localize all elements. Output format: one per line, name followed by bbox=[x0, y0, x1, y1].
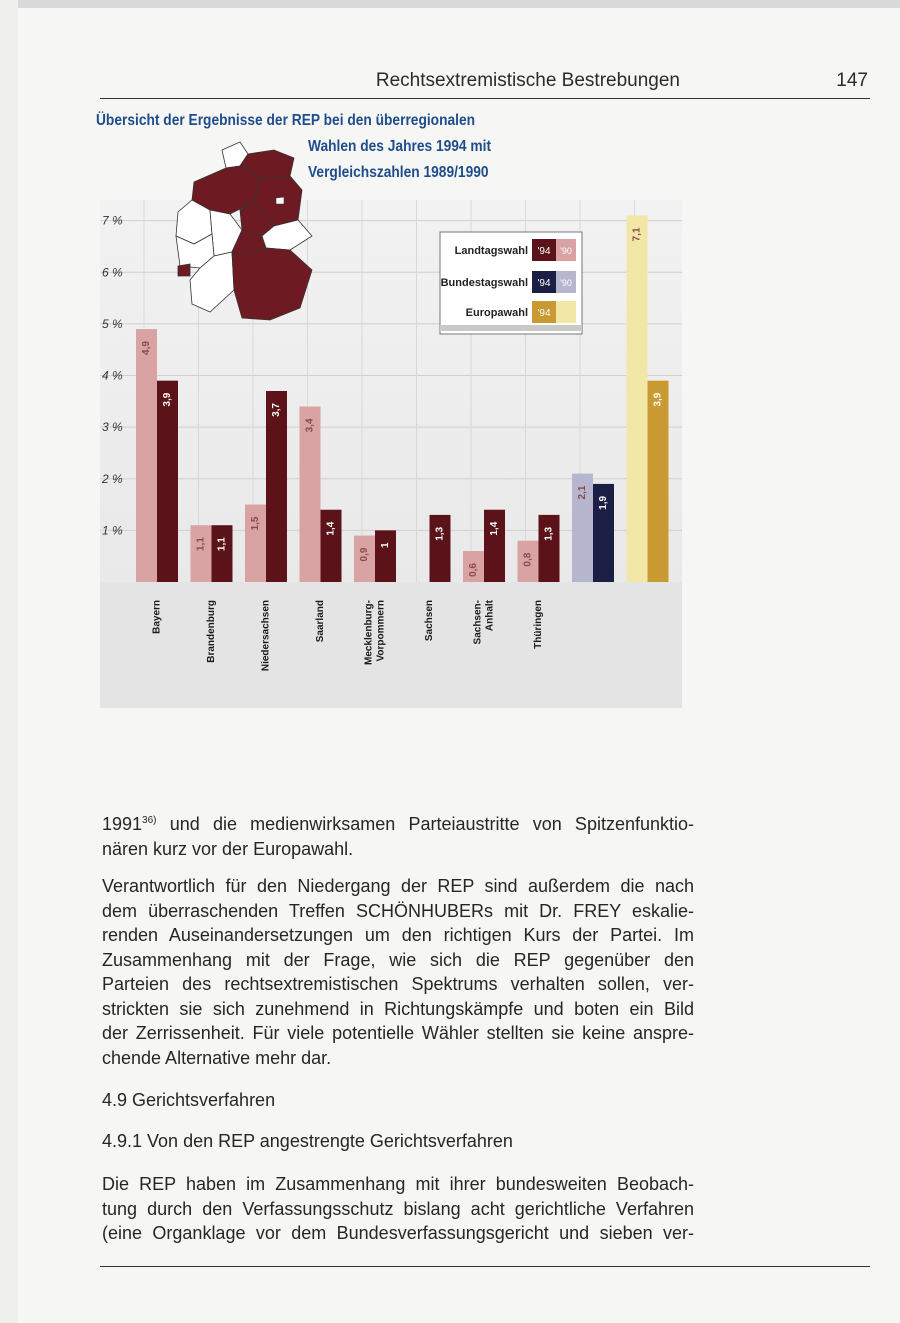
y-tick-label: 1 % bbox=[102, 523, 123, 538]
category-label: Saarland bbox=[315, 600, 327, 643]
germany-map bbox=[176, 142, 312, 320]
bar-value-label: 1,4 bbox=[489, 521, 501, 536]
para3-line-2: tung durch den Verfassungsschutz bislang acht gerichtliche Verfahren bbox=[102, 1198, 694, 1219]
bar-value-label: 2,1 bbox=[577, 485, 589, 500]
y-tick-label: 6 % bbox=[102, 265, 123, 280]
bar-value-label: 1 bbox=[380, 542, 392, 548]
bar-value-label: 1,3 bbox=[543, 526, 555, 541]
bar-bayern-landtag_94 bbox=[157, 381, 178, 582]
legend-label-europa: Europawahl bbox=[465, 307, 528, 319]
section-heading-4-9-1: 4.9.1 Von den REP angestrengte Gerichtsverfahren bbox=[102, 1131, 513, 1151]
bar-value-label: 1,1 bbox=[216, 537, 228, 552]
footnote-year: 1991 bbox=[102, 814, 143, 834]
figure-title-line-2: Wahlen des Jahres 1994 mit bbox=[308, 138, 492, 155]
category-label: Mecklenburg- bbox=[363, 600, 375, 666]
para2-line-3: renden Auseinandersetzungen um den richtigen Kurs der Partei. Im bbox=[102, 925, 694, 945]
y-tick-label: 3 % bbox=[102, 420, 123, 435]
bar-value-label: 3,9 bbox=[652, 392, 664, 407]
legend-tag-landtag-90: '90 bbox=[560, 246, 572, 256]
category-label: Sachsen- bbox=[472, 600, 484, 645]
category-label: Thüringen bbox=[533, 600, 545, 649]
bar-value-label: 1,5 bbox=[250, 516, 262, 531]
footer-rule bbox=[100, 1266, 870, 1267]
paragraph-1-line-2: nären kurz vor der Europawahl. bbox=[102, 838, 354, 859]
bar-sachsen-landtag_94 bbox=[430, 515, 451, 582]
bar-group-9-europa_94 bbox=[648, 381, 669, 582]
legend-tag-bundestag-90: '90 bbox=[560, 278, 572, 288]
election-results-figure bbox=[96, 110, 682, 708]
section-heading-4-9: 4.9 Gerichtsverfahren bbox=[102, 1090, 276, 1110]
paragraph-1-line-1 bbox=[102, 809, 694, 837]
paragraph-1 bbox=[102, 809, 694, 861]
category-label: Anhalt bbox=[484, 600, 496, 632]
bar-mecklenburg-vorpommern-landtag_94 bbox=[375, 530, 396, 582]
bar-value-label: 1,9 bbox=[598, 495, 610, 510]
category-label: Vorpommern bbox=[375, 600, 387, 662]
running-header bbox=[100, 64, 870, 99]
bar-value-label: 7,1 bbox=[631, 227, 643, 242]
bar-value-label: 0,8 bbox=[522, 552, 534, 567]
figure-title-line-3: Vergleichszahlen 1989/1990 bbox=[308, 164, 489, 181]
bar-value-label: 3,4 bbox=[304, 418, 316, 433]
bar-value-label: 0,6 bbox=[468, 563, 480, 577]
legend-swatch-europa-89 bbox=[556, 301, 576, 323]
bar-saarland-landtag_94 bbox=[321, 510, 342, 582]
category-label: Sachsen bbox=[424, 600, 436, 642]
map-state-saarland bbox=[178, 264, 190, 276]
y-tick-label: 7 % bbox=[102, 213, 123, 228]
bar-value-label: 1,3 bbox=[434, 526, 446, 541]
legend-label-landtag: Landtagswahl bbox=[454, 245, 528, 257]
para2-line-4: Zusammenhang mit der Frage, wie sich die REP gegenüber den bbox=[102, 949, 694, 970]
map-state-berlin bbox=[276, 197, 284, 204]
bar-value-label: 3,7 bbox=[271, 403, 283, 417]
bar-value-label: 0,9 bbox=[359, 547, 371, 562]
para2-line-5: Parteien des rechtsextremistischen Spektrums verhalten sollen, ver- bbox=[102, 974, 694, 994]
figure-title-line-1: Übersicht der Ergebnisse der REP bei den überregionalen bbox=[96, 112, 476, 129]
bar-niedersachsen-landtag_94 bbox=[266, 391, 287, 582]
para2-line-8: chende Alternative mehr dar. bbox=[102, 1047, 332, 1068]
y-tick-label: 4 % bbox=[102, 368, 123, 383]
footnote-ref: 36) bbox=[142, 815, 157, 826]
legend-tag-landtag-94: '94 bbox=[537, 246, 551, 257]
bar-niedersachsen-landtag_prev bbox=[245, 505, 266, 582]
bar-value-label: 3,9 bbox=[162, 392, 174, 407]
bar-thüringen-landtag_94 bbox=[539, 515, 560, 582]
bar-bayern-landtag_prev bbox=[136, 329, 157, 582]
bar-value-label: 4,9 bbox=[141, 341, 153, 355]
category-label-strip bbox=[100, 582, 682, 708]
para2-line-1: Verantwortlich für den Niedergang der REP sind außerdem die nach bbox=[102, 876, 694, 896]
bar-sachsen-anhalt-landtag_94 bbox=[484, 510, 505, 582]
para2-line-6: strickten sie sich zunehmend in Richtungskämpfe und boten ein Bild bbox=[102, 998, 694, 1019]
legend-tag-europa-94: '94 bbox=[537, 308, 551, 319]
page-top-edge bbox=[0, 0, 900, 8]
para2-line-7: der Zerrissenheit. Für viele potentielle Wähler stellten sie keine anspre- bbox=[102, 1023, 694, 1043]
bar-group-9-europa_prev bbox=[627, 215, 648, 582]
legend-tag-bundestag-94: '94 bbox=[537, 278, 551, 289]
category-label: Brandenburg bbox=[206, 600, 218, 663]
bar-brandenburg-landtag_94 bbox=[212, 525, 233, 582]
running-title: Rechtsextremistische Bestrebungen bbox=[375, 70, 680, 91]
bar-brandenburg-landtag_prev bbox=[191, 525, 212, 582]
y-tick-label: 5 % bbox=[102, 316, 123, 331]
page-left-edge bbox=[0, 0, 18, 1323]
bar-value-label: 1,1 bbox=[195, 537, 207, 552]
category-label: Bayern bbox=[151, 600, 163, 634]
chart-legend bbox=[440, 232, 582, 334]
para3-line-1: Die REP haben im Zusammenhang mit ihrer bundesweiten Beobach- bbox=[102, 1174, 694, 1194]
paragraph-1-line-1-text: und die medienwirksamen Parteiaustritte von Spitzenfunktio- bbox=[156, 814, 694, 834]
page-number: 147 bbox=[836, 70, 868, 91]
paragraph-2 bbox=[102, 874, 694, 1070]
legend-label-bundestag: Bundestagswahl bbox=[440, 277, 528, 289]
category-label: Niedersachsen bbox=[260, 600, 272, 672]
y-tick-label: 2 % bbox=[102, 471, 123, 486]
para2-line-2: dem überraschenden Treffen SCHÖNHUBERs mit Dr. FREY eskalie- bbox=[102, 900, 694, 921]
para3-line-3: (eine Organklage vor dem Bundesverfassungsgericht und sieben ver- bbox=[102, 1223, 694, 1243]
paragraph-3 bbox=[102, 1172, 694, 1246]
bar-value-label: 1,4 bbox=[325, 521, 337, 536]
election-bar-chart bbox=[100, 110, 682, 708]
